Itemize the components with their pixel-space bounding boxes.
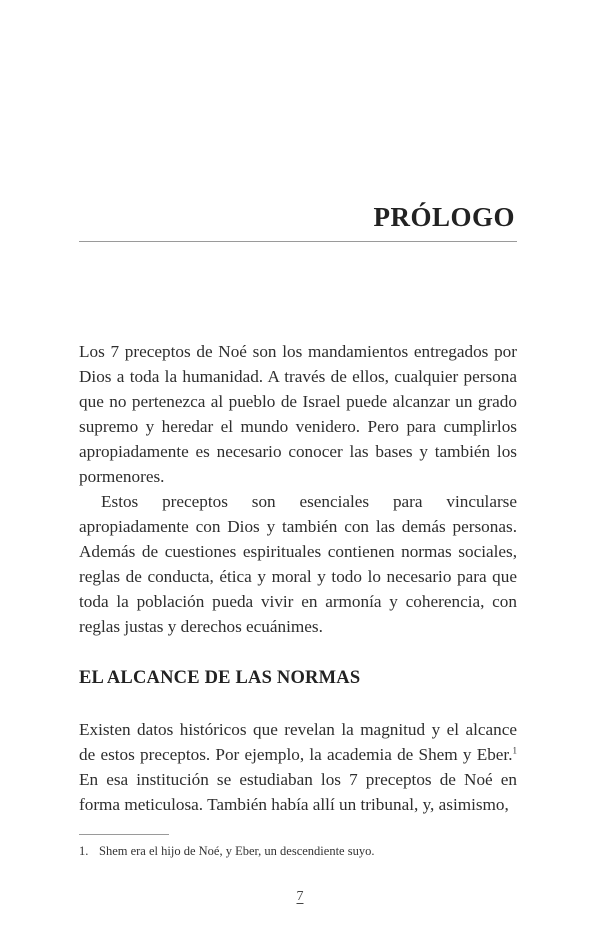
footnote-marker[interactable]: 1 [512, 745, 517, 756]
intro-paragraph-2: Estos preceptos son esenciales para vincularse apropiadamente con Dios y también con las demás personas. Además de cuestiones espirituales contienen normas sociales, reglas de conducta, ética y moral y todo lo necesario para que toda la población pueda vivir en armonía y coherencia, con reglas justas y derechos ecuánimes. [79, 492, 517, 636]
section-paragraph [79, 717, 517, 817]
section-paragraph-start: Existen datos históricos que revelan la magnitud y el alcance de estos preceptos. Por ejemplo, la academia de Shem y Eber. [79, 720, 517, 764]
intro-text [79, 339, 517, 639]
section-heading: EL ALCANCE DE LAS NORMAS [79, 668, 361, 688]
footnote-text: Shem era el hijo de Noé, y Eber, un descendiente suyo. [99, 844, 375, 858]
section-paragraph-end: En esa institución se estudiaban los 7 preceptos de Noé en forma meticulosa. También había allí un tribunal, y, asimismo, [79, 770, 517, 814]
chapter-title: PRÓLOGO [373, 202, 515, 232]
footnote-divider [79, 834, 169, 835]
page-number: 7 [296, 889, 304, 904]
footnote [79, 844, 374, 859]
title-divider [79, 241, 517, 242]
section-text [79, 717, 517, 817]
intro-paragraph-1: Los 7 preceptos de Noé son los mandamientos entregados por Dios a toda la humanidad. A través de ellos, cualquier persona que no pertenezca al pueblo de Israel puede alcanzar un grado supremo y heredar el mundo venidero. Pero para cumplirlos apropiadamente es necesario conocer las bases y también los pormenores. [79, 342, 517, 486]
footnote-number: 1. [79, 844, 89, 858]
